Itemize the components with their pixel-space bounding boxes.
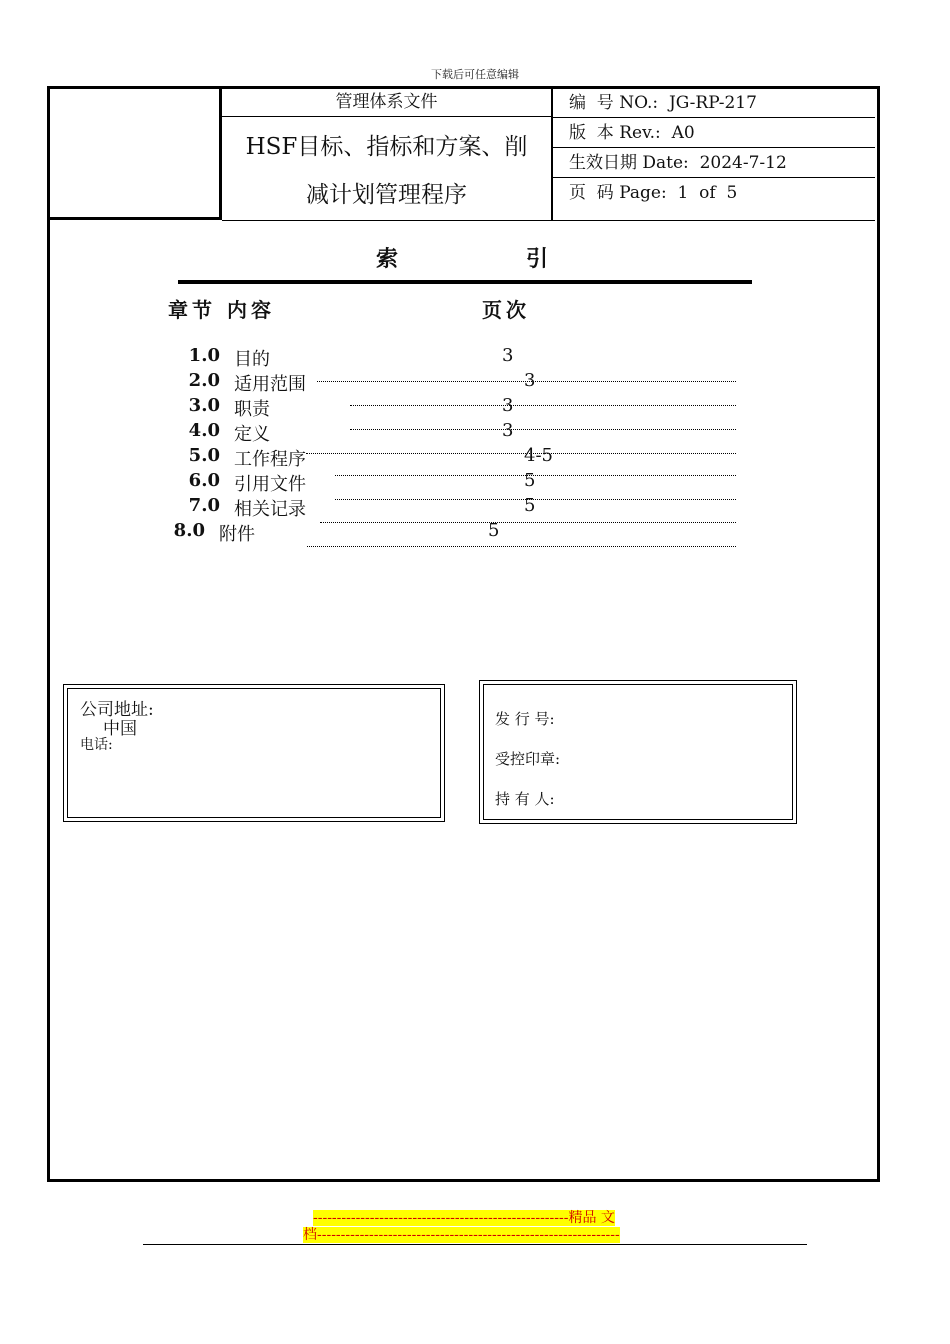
toc-number: 3.0 <box>188 395 220 416</box>
footer-watermark-text-2: 档---------------------------------------------------------------- <box>303 1227 620 1243</box>
index-title-right: 引 <box>526 246 549 272</box>
toc-label: 相关记录 <box>234 499 306 520</box>
holder-label: 持 有 人: <box>495 790 555 808</box>
toc-number: 5.0 <box>188 445 220 466</box>
toc-page: 5 <box>488 520 500 541</box>
index-title-left: 索 <box>376 246 399 272</box>
toc-number: 1.0 <box>188 345 220 366</box>
system-doc-label: 管理体系文件 <box>222 89 551 117</box>
doc-revision: 版 本 Rev.: A0 <box>553 119 875 148</box>
doc-number: 编 号 NO.: JG-RP-217 <box>553 89 875 118</box>
toc-label: 适用范围 <box>234 374 306 395</box>
issue-control-inner <box>483 684 793 820</box>
toc-label: 引用文件 <box>234 474 306 495</box>
company-phone-label: 电话: <box>80 737 113 753</box>
column-header-page: 页次 <box>482 298 530 322</box>
top-note: 下载后可任意编辑 <box>431 68 519 81</box>
toc-row-2 <box>150 370 770 395</box>
toc-page: 3 <box>502 420 514 441</box>
footer-rule <box>143 1244 807 1245</box>
toc-number: 2.0 <box>188 370 220 391</box>
toc-row-3 <box>150 395 770 420</box>
toc-row-1 <box>150 345 770 370</box>
toc-label: 附件 <box>219 524 255 545</box>
company-address-box <box>63 684 445 822</box>
document-header <box>50 89 877 221</box>
toc-row-5 <box>150 445 770 470</box>
document-title-line-1: HSF目标、指标和方案、削 <box>245 134 528 160</box>
toc-page: 4-5 <box>524 445 553 466</box>
toc-row-6 <box>150 470 770 495</box>
toc-label: 定义 <box>234 424 270 445</box>
footer-watermark-line-2 <box>303 1227 620 1243</box>
toc-row-8 <box>150 520 770 545</box>
toc-page: 3 <box>502 345 514 366</box>
toc-number: 8.0 <box>173 520 205 541</box>
toc-label: 工作程序 <box>234 449 306 470</box>
company-address-inner <box>67 688 441 818</box>
issue-control-box <box>479 680 797 824</box>
issue-number-label: 发 行 号: <box>495 710 555 728</box>
toc-page: 3 <box>524 370 536 391</box>
toc-page: 3 <box>502 395 514 416</box>
column-header-chapter: 章节 内容 <box>168 298 275 322</box>
toc-number: 6.0 <box>188 470 220 491</box>
logo-cell <box>50 89 222 220</box>
doc-page: 页 码 Page: 1 of 5 <box>569 183 738 203</box>
doc-info-cell <box>552 89 875 221</box>
toc-label: 目的 <box>234 349 270 370</box>
toc-page: 5 <box>524 470 536 491</box>
title-cell <box>222 89 552 221</box>
document-title-line-2: 减计划管理程序 <box>306 182 467 208</box>
page-frame <box>47 86 880 1182</box>
toc-number: 7.0 <box>188 495 220 516</box>
control-stamp-label: 受控印章: <box>495 750 561 768</box>
doc-effective-date: 生效日期 Date: 2024-7-12 <box>553 149 875 178</box>
toc-number: 4.0 <box>188 420 220 441</box>
footer-watermark-line-1 <box>313 1210 615 1226</box>
toc-leader-dots <box>307 546 736 547</box>
toc-page: 5 <box>524 495 536 516</box>
company-address-label: 公司地址: <box>80 700 154 720</box>
index-title-rule <box>178 280 752 284</box>
company-country: 中国 <box>103 719 137 739</box>
footer-watermark-text-1: ------------------------------------------------------精品 文 <box>313 1210 615 1226</box>
toc-label: 职责 <box>234 399 270 420</box>
toc-row-7 <box>150 495 770 520</box>
document-title <box>222 123 551 219</box>
toc-row-4 <box>150 420 770 445</box>
